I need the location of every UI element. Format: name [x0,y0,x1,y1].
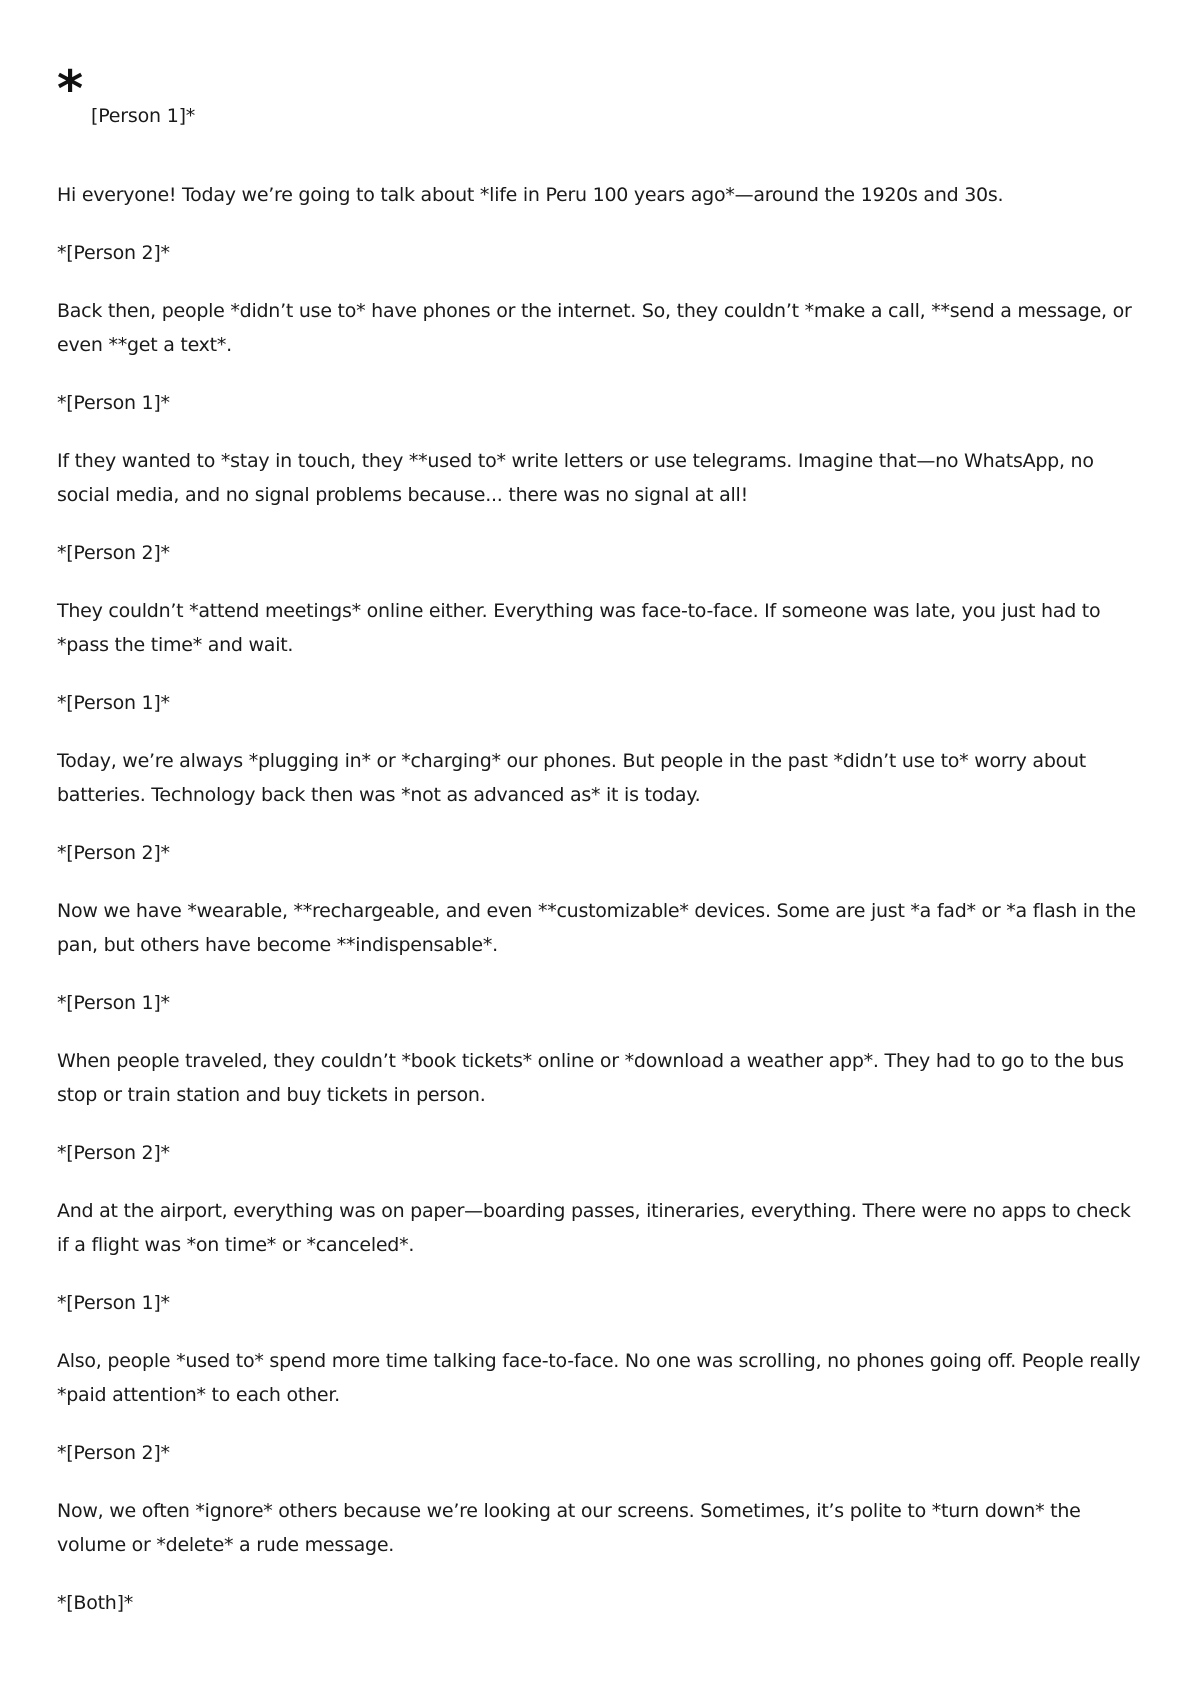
speaker-label: *[Person 1]* [57,692,170,714]
dialogue-paragraph: When people traveled, they couldn’t *book tickets* online or *download a weather app*. They had to go to the bus stop or train station and buy tickets in person. [57,1050,1124,1106]
dialogue-paragraph: They couldn’t *attend meetings* online either. Everything was face-to-face. If someone was late, you just had to *pass the time* and wait. [57,600,1101,656]
speaker-label: *[Both]* [57,1592,133,1614]
speaker-label: *[Person 1]* [57,392,170,414]
dialogue-paragraph: Hi everyone! Today we’re going to talk about *life in Peru 100 years ago*—around the 1920s and 30s. [57,184,1004,206]
document-page [57,60,1147,1644]
dialogue-paragraph: Also, people *used to* spend more time talking face-to-face. No one was scrolling, no phones going off. People really *paid attention* to each other. [57,1350,1141,1406]
speaker-label: *[Person 2]* [57,1442,170,1464]
dialogue-paragraph: If they wanted to *stay in touch, they **used to* write letters or use telegrams. Imagine that—no WhatsApp, no social media, and no signal problems because... there was no signal at all! [57,450,1094,506]
speaker-label: *[Person 2]* [57,242,170,264]
dialogue-paragraph: Back then, people *didn’t use to* have phones or the internet. So, they couldn’t *make a call, **send a message, or even **get a text*. [57,300,1132,356]
heading-speaker-label: [Person 1]* [91,105,196,127]
document-heading [57,60,1147,130]
dialogue-paragraph: Today, we’re always *plugging in* or *charging* our phones. But people in the past *didn’t use to* worry about batteries. Technology back then was *not as advanced as* it is today. [57,750,1087,806]
heading-asterisk: * [57,60,84,118]
dialogue-paragraph: Now we have *wearable, **rechargeable, and even **customizable* devices. Some are just *a fad* or *a flash in the pan, but others have become **indispensable*. [57,900,1136,956]
speaker-label: *[Person 2]* [57,1142,170,1164]
speaker-label: *[Person 1]* [57,1292,170,1314]
speaker-label: *[Person 2]* [57,542,170,564]
dialogue-paragraph: Now, we often *ignore* others because we’re looking at our screens. Sometimes, it’s polite to *turn down* the volume or *delete* a rude message. [57,1500,1081,1556]
speaker-label: *[Person 2]* [57,842,170,864]
speaker-label: *[Person 1]* [57,992,170,1014]
dialogue-paragraph: And at the airport, everything was on paper—boarding passes, itineraries, everything. There were no apps to check if a flight was *on time* or *canceled*. [57,1200,1131,1256]
